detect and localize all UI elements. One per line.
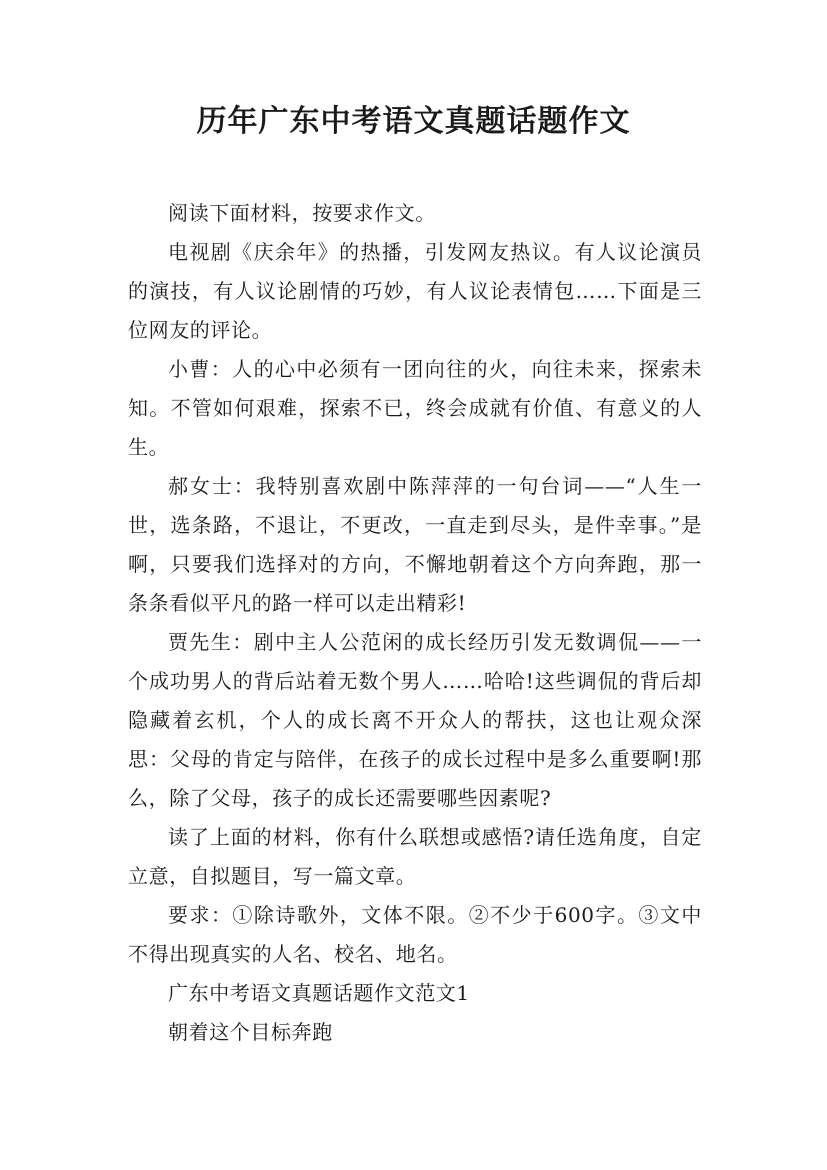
paragraph-material-intro: 电视剧《庆余年》的热播，引发网友热议。有人议论演员的演技，有人议论剧情的巧妙，有人议论表情包……下面是三位网友的评论。 <box>128 240 702 342</box>
document-body <box>128 194 702 1052</box>
document-title: 历年广东中考语文真题话题作文 <box>196 104 631 139</box>
paragraph-sample-title: 朝着这个目标奔跑 <box>168 1020 333 1044</box>
paragraph-instruction: 阅读下面材料，按要求作文。 <box>168 201 436 225</box>
paragraph-comment-hao: 郝女士：我特别喜欢剧中陈萍萍的一句台词——“人生一世，选条路，不退让，不更改，一直走到尽头，是件幸事。”是啊，只要我们选择对的方向，不懈地朝着这个方向奔跑，那一条条看似平凡的路一样可以走出精彩! <box>128 474 702 615</box>
paragraph-requirements: 要求：①除诗歌外，文体不限。②不少于600字。③文中不得出现真实的人名、校名、地名。 <box>128 903 702 966</box>
paragraph-task: 读了上面的材料，你有什么联想或感悟?请任选角度，自定立意，自拟题目，写一篇文章。 <box>128 825 702 888</box>
paragraph-comment-xiaocao: 小曹：人的心中必须有一团向往的火，向往未来，探索未知。不管如何艰难，探索不已，终会成就有价值、有意义的人生。 <box>128 357 702 459</box>
paragraph-comment-jia: 贾先生：剧中主人公范闲的成长经历引发无数调侃——一个成功男人的背后站着无数个男人……哈哈!这些调侃的背后却隐藏着玄机，个人的成长离不开众人的帮扶，这也让观众深思：父母的肯定与陪伴，在孩子的成长过程中是多么重要啊!那么，除了父母，孩子的成长还需要哪些因素呢? <box>128 630 702 810</box>
paragraph-sample-heading: 广东中考语文真题话题作文范文1 <box>168 981 470 1005</box>
